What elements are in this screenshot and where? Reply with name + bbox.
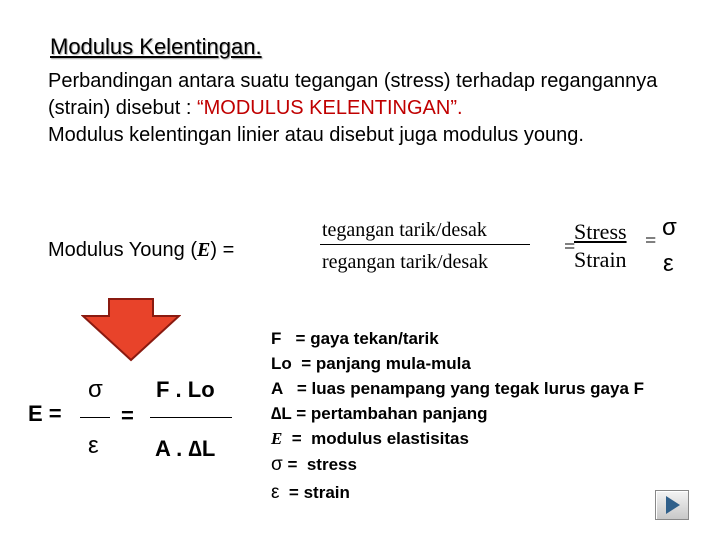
next-slide-button[interactable]: [655, 490, 689, 520]
definition-item: E = modulus elastisitas: [271, 429, 469, 448]
equals-sign-1: =: [564, 236, 576, 258]
slide-title: Modulus Kelentingan.: [50, 34, 262, 59]
play-next-icon: [656, 491, 688, 519]
fraction-denominator: regangan tarik/desak: [322, 251, 489, 273]
intro-text: Perbandingan antara suatu tegangan (stress) terhadap regangannya (strain) disebut :: [48, 70, 658, 119]
definition-item: Lo = panjang mula-mula: [271, 354, 471, 373]
formula-sigma: σ: [88, 376, 103, 403]
down-arrow-icon: [81, 298, 181, 367]
formula-numerator: F . Lo: [156, 377, 215, 402]
fraction-numerator: tegangan tarik/desak: [322, 219, 487, 241]
formula-denominator: A . ∆L: [155, 436, 216, 461]
formula-bar-1: [80, 417, 110, 418]
formula-bar-2: [150, 417, 232, 418]
label-suffix: ) =: [210, 239, 235, 261]
equals-sign-2: =: [645, 230, 657, 252]
intro-paragraph: [48, 68, 688, 149]
definition-item: ∆L = pertambahan panjang: [271, 404, 488, 423]
formula-equals: =: [121, 403, 134, 428]
definition-item: σ = stress: [271, 454, 357, 475]
formula-epsilon: ε: [88, 432, 99, 459]
stress-word: Stress: [574, 219, 627, 244]
label-prefix: Modulus Young (: [48, 239, 198, 261]
strain-word: Strain: [574, 247, 627, 272]
sigma-symbol: σ: [662, 214, 677, 241]
formula-lhs: E =: [28, 401, 62, 426]
definition-item: A = luas penampang yang tegak lurus gaya F: [271, 379, 645, 398]
intro-line-young: Modulus kelentingan linier atau disebut juga modulus young.: [48, 124, 584, 146]
label-symbol: E: [197, 239, 211, 261]
epsilon-symbol: ε: [663, 250, 674, 277]
definition-item: ε = strain: [271, 482, 350, 503]
modulus-young-label: [48, 239, 234, 262]
fraction-bar: [320, 244, 530, 245]
definition-item: F = gaya tekan/tarik: [271, 329, 439, 348]
definition-list: [271, 326, 644, 507]
intro-highlight: “MODULUS KELENTINGAN”.: [196, 97, 463, 119]
